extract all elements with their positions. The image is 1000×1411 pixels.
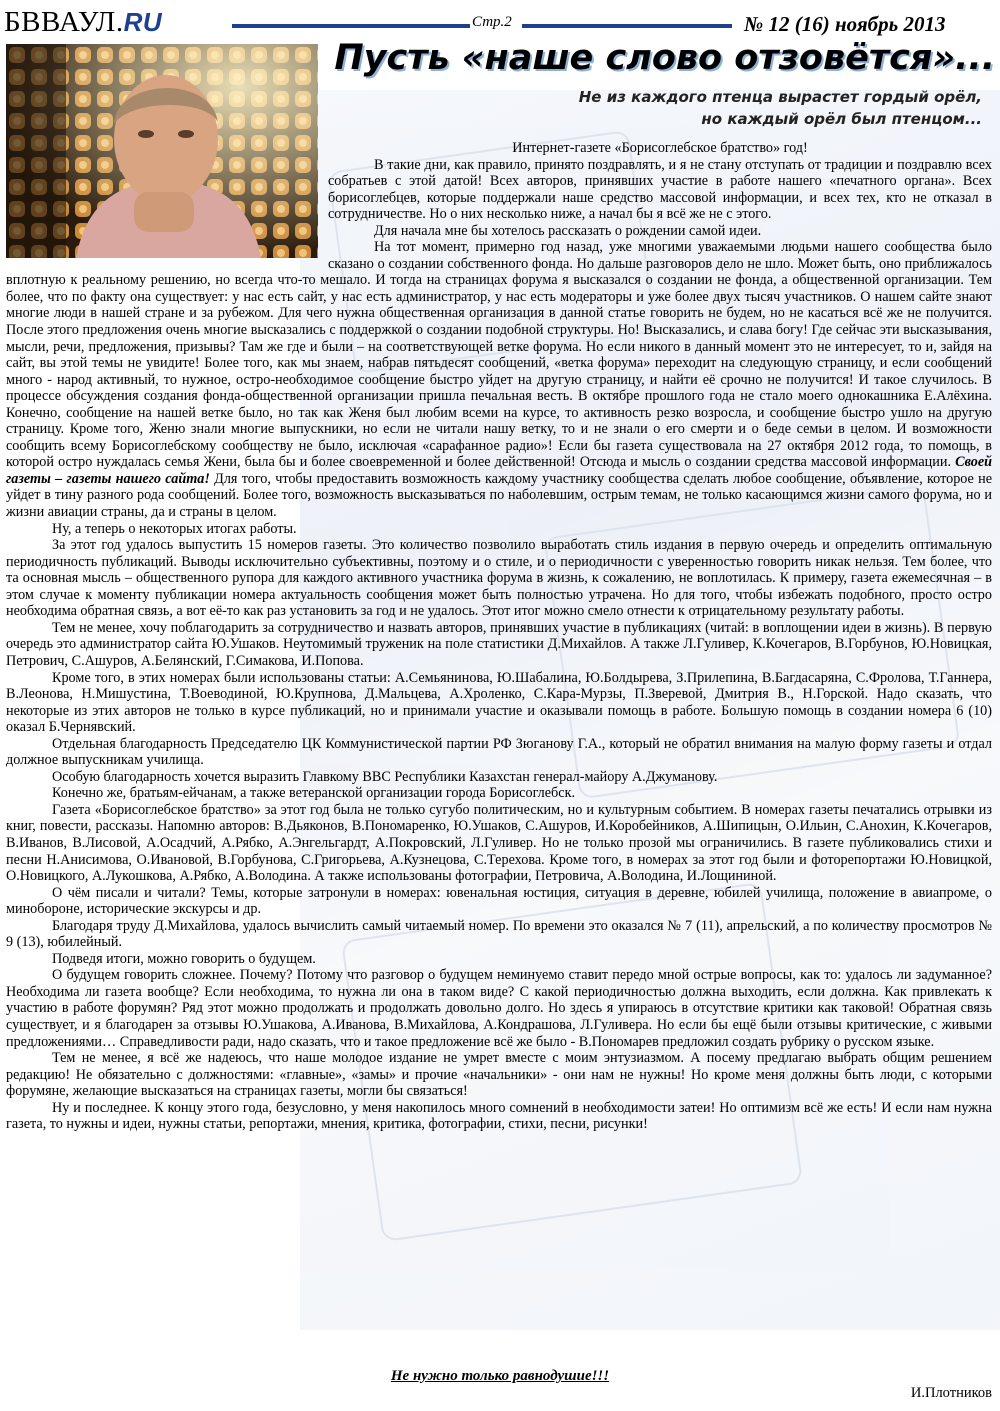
paragraph: Отдельная благодарность Председателю ЦК Коммунистической партии РФ Зюганову Г.А., который не обратил внимания на малую форму газеты и отдал должное выпускникам училища. bbox=[6, 735, 992, 769]
author-signature: И.Плотников bbox=[910, 1385, 992, 1401]
intro-line: Интернет-газете «Борисоглебское братство» год! bbox=[512, 140, 808, 156]
logo-ru: RU bbox=[123, 7, 163, 37]
paragraph: Благодаря труду Д.Михайлова, удалось вычислить самый читаемый номер. По времени это оказался № 7 (11), апрельский, а по количеству просмотров № 9 (13), юбилейный. bbox=[6, 917, 992, 951]
paragraph: Особую благодарность хочется выразить Главкому ВВС Республики Казахстан генерал-майору А.Джуманову. bbox=[52, 768, 718, 785]
paragraph: В такие дни, как правило, принято поздравлять, и я не стану отступать от традиции и поздравлю всех собратьев с этой датой! Всех авторов, принявших участие в работе нашего «печатного органа». Всех борисоглебцев, которые поддержали наше средство массовой информации, и всех тех, кто не отказал в сотрудничестве. Но о них несколько ниже, а начал бы я всё же не с этого. bbox=[328, 156, 992, 223]
logo-main: БВВАУЛ. bbox=[4, 6, 124, 38]
header-rule-right bbox=[522, 24, 732, 28]
paragraph: Подведя итоги, можно говорить о будущем. bbox=[52, 950, 316, 967]
paragraph: Тем не менее, хочу поблагодарить за сотрудничество и назвать авторов, принявших участие в публикациях (читай: в воплощении идеи в жизнь). В первую очередь это администратор сайта Ю.Ушаков. Неутомимый труженик на поле статистики Д.Михайлов. А также Л.Гуливер, К.Кочегаров, В.Горбунов, Ю.Новицкая, Петрович, С.Ашуров, А.Белянский, Г.Симакова, И.Попова. bbox=[6, 619, 992, 669]
paragraph: Ну, а теперь о некоторых итогах работы. bbox=[52, 520, 297, 537]
article-body bbox=[6, 140, 992, 1133]
paragraph-text: На тот момент, примерно год назад, уже многими уважаемыми людьми нашего сообщества было сказано о создании собственного фонда. Но дальше разговоров дело не шло. Может быть, оно приближалось вплотную к реальному решению, но всегда что-то мешало. И тогда на страницах форума я высказался о создании не фонда, а общественной организации. Тем более, что по факту она существует: у нас есть сайт, у нас есть администратор, у нас есть модераторы и уже более двух тысяч участников. О нашем сайте знают многие люди в нашей стране и за рубежом. Для чего нужна общественная организация в данной статье говорить не будем, но не касаться всё же не получится. После этого предложения очень многие высказались с поддержкой о создании подобной структуры. Но! Высказались, и слава богу! Где сейчас эти высказывания, мысли, речи, предложения, призывы? Там же где и были – на соответствующей ветке форума. Но если никого в данный момент это не интересует, то и, зайдя на сайт, вы этой темы не увидите! Более того, как мы знаем, набрав пятьдесят сообщений, «ветка форума» переходит на следующую страницу, и если сообщений много - народ активный, то нужное, остро-необходимое сообщение быстро уйдет на другую страницу, и найти её срочно не получится! И такое случилось. В процессе обсуждения создания фонда-общественной организации пришла печальная весть. В октябре прошлого года не стало моего однокашника Е.Алёхина. Конечно, сообщение на нашей ветке было, но так как Женя был любим всеми на курсе, то активность резко возросла, и сообщение быстро ушло на другую страницу. Кроме того, Женю знали многие выпускники, но если не читали нашу ветку, то и не знали о его смерти и о беде семьи в целом. И возможности сообщить всему Борисоглебскому сообществу не было, исключая «сарафанное радио»! Если бы газета существовала на 27 октября 2012 года, то помощь, в которой остро нуждалась семья Жени, была бы и более своевременной и более действенной! Отсюда и мысль о создании средства массовой информации. bbox=[6, 239, 992, 471]
epigraph-line: но каждый орёл был птенцом... bbox=[701, 110, 982, 128]
paragraph: Кроме того, в этих номерах были использованы статьи: А.Семьянинова, Ю.Шабалина, Ю.Болдырева, З.Прилепина, В.Багдасаряна, С.Фролова, Т.Ганнера, В.Леонова, Н.Мишустина, Т.Воеводиной, Ю.Крупнова, Д.Мальцева, А.Хроленко, С.Кара-Мурзы, П.Зверевой, Дмитрия В., Н.Горской. Надо сказать, что некоторые из этих авторов не только в курсе публикаций, но и принимали участие и оказывали помощь в работе. Большую помощь в создании номера 6 (10) оказал Б.Чернявский. bbox=[6, 669, 992, 736]
article-headline: Пусть «наше слово отзовётся»... bbox=[334, 38, 995, 78]
paragraph: Конечно же, братьям-ейчанам, а также ветеранской организации города Борисоглебск. bbox=[52, 785, 576, 802]
paragraph: Газета «Борисоглебское братство» за этот год была не только сугубо политическим, но и культурным событием. В номерах газеты печатались отрывки из книг, повести, рассказы. Напомню авторов: В.Дьяконов, В.Пономаренко, Ю.Ушаков, С.Ашуров, И.Коробейников, А.Шипицын, О.Ильин, С.Анохин, К.Кочегаров, В.Иванов, В.Лисовой, А.Осадчий, А.Рябко, А.Энгельгардт, А.Покровский, Л.Гуливер. Но не только прозой мы ограничились. В газете публиковались стихи и песни Н.Анисимова, О.Ивановой, В.Горбунова, С.Григорьева, А.Кузнецова, С.Терехова. Кроме того, в номерах за этот год были и фоторепортажи Ю.Новицкой, О.Новицкого, А.Лукошкова, А.Рябко, А.Володина. А также использованы фотографии, Петровича, А.Володина, И.Лощининой. bbox=[6, 801, 992, 885]
page-number: Стр.2 bbox=[472, 14, 512, 30]
closing-slogan: Не нужно только равнодушие!!! bbox=[390, 1368, 610, 1384]
paragraph bbox=[6, 239, 992, 520]
paragraph-text: Для того, чтобы предоставить возможность каждому участнику сообщества сделать любое сообщение, объявление, которое не уйдет в тину разного рода сообщений. Более того, возможность высказываться по наболевшим, острым темам, не только касающимся жизни самого форума, но и жизни авиации страны, да и страны в целом. bbox=[6, 470, 993, 521]
header-rule-left bbox=[232, 24, 470, 28]
paragraph: О чём писали и читали? Темы, которые затронули в номерах: ювенальная юстиция, ситуация в деревне, юбилей училища, положение в авиапроме, о минобороне, исторические экскурсы и др. bbox=[6, 884, 992, 918]
epigraph-line: Не из каждого птенца вырастет гордый орёл, bbox=[578, 88, 982, 106]
epigraph bbox=[330, 86, 982, 130]
emphasis-slogan: Своей газеты – газеты нашего сайта! bbox=[6, 454, 993, 487]
photo-spacer bbox=[6, 140, 328, 259]
issue-info: № 12 (16) ноябрь 2013 bbox=[744, 12, 946, 36]
page-header bbox=[0, 0, 1000, 40]
site-logo bbox=[4, 6, 162, 39]
paragraph: Ну и последнее. К концу этого года, безусловно, у меня накопилось много сомнений в необходимости затеи! Но оптимизм всё же есть! И если нам нужна газета, то нужны и идеи, нужны статьи, репортажи, мнения, критика, фотографии, стихи, песни, рисунки! bbox=[6, 1099, 992, 1133]
paragraph: Для начала мне бы хотелось рассказать о рождении самой идеи. bbox=[374, 222, 762, 239]
paragraph: За этот год удалось выпустить 15 номеров газеты. Это количество позволило выработать стиль издания в первую очередь и определить оптимальную периодичность публикаций. Выводы исключительно субъективны, поэтому и о стиле, и о периодичности с уверенностью говорить никак нельзя. Тем более, что та основная мысль – общественного рупора для каждого активного участника форума в жизнь, к сожалению, не воплотилась. К примеру, газета ежемесячная – в этом случае к моменту публикации номера актуальность сообщения может быть полностью утрачена. Но для того, чтобы избежать подобного, просто остро необходима обратная связь, а вот её-то как раз установить за год и не удалось. Этот итог можно смело отнести к отрицательному результату работы. bbox=[6, 537, 992, 620]
paragraph: О будущем говорить сложнее. Почему? Потому что разговор о будущем неминуемо ставит передо мной острые вопросы, как то: удалось ли задуманное? Необходима ли газета вообще? Если необходима, то нужна ли она в таком виде? С какой периодичностью должна выходить, если должна. Как привлекать к участию в работе форумян? Ряд этот можно продолжать и продолжать довольно долго. Но здесь я упираюсь в отсутствие критики как таковой! Обратная связь существует, и я благодарен за отзывы Ю.Ушакова, А.Иванова, В.Михайлова, А.Кондрашова, Л.Гуливера. Но если бы ещё были отзывы критические, с живыми предложениями… Справедливости ради, надо сказать, что и такое предложение всё же было - В.Пономарев предложил создать рубрику о русском языке. bbox=[6, 967, 992, 1050]
paragraph: Тем не менее, я всё же надеюсь, что наше молодое издание не умрет вместе с моим энтузиазмом. А посему предлагаю выбрать общим решением редакцию! Не обязательно с должностями: «главные», «замы» и прочие «начальники» - они нам не нужны! Но кроме меня должны быть люди, с которыми форумяне, желающие высказаться на страницах газеты, могли бы связаться! bbox=[6, 1050, 992, 1100]
